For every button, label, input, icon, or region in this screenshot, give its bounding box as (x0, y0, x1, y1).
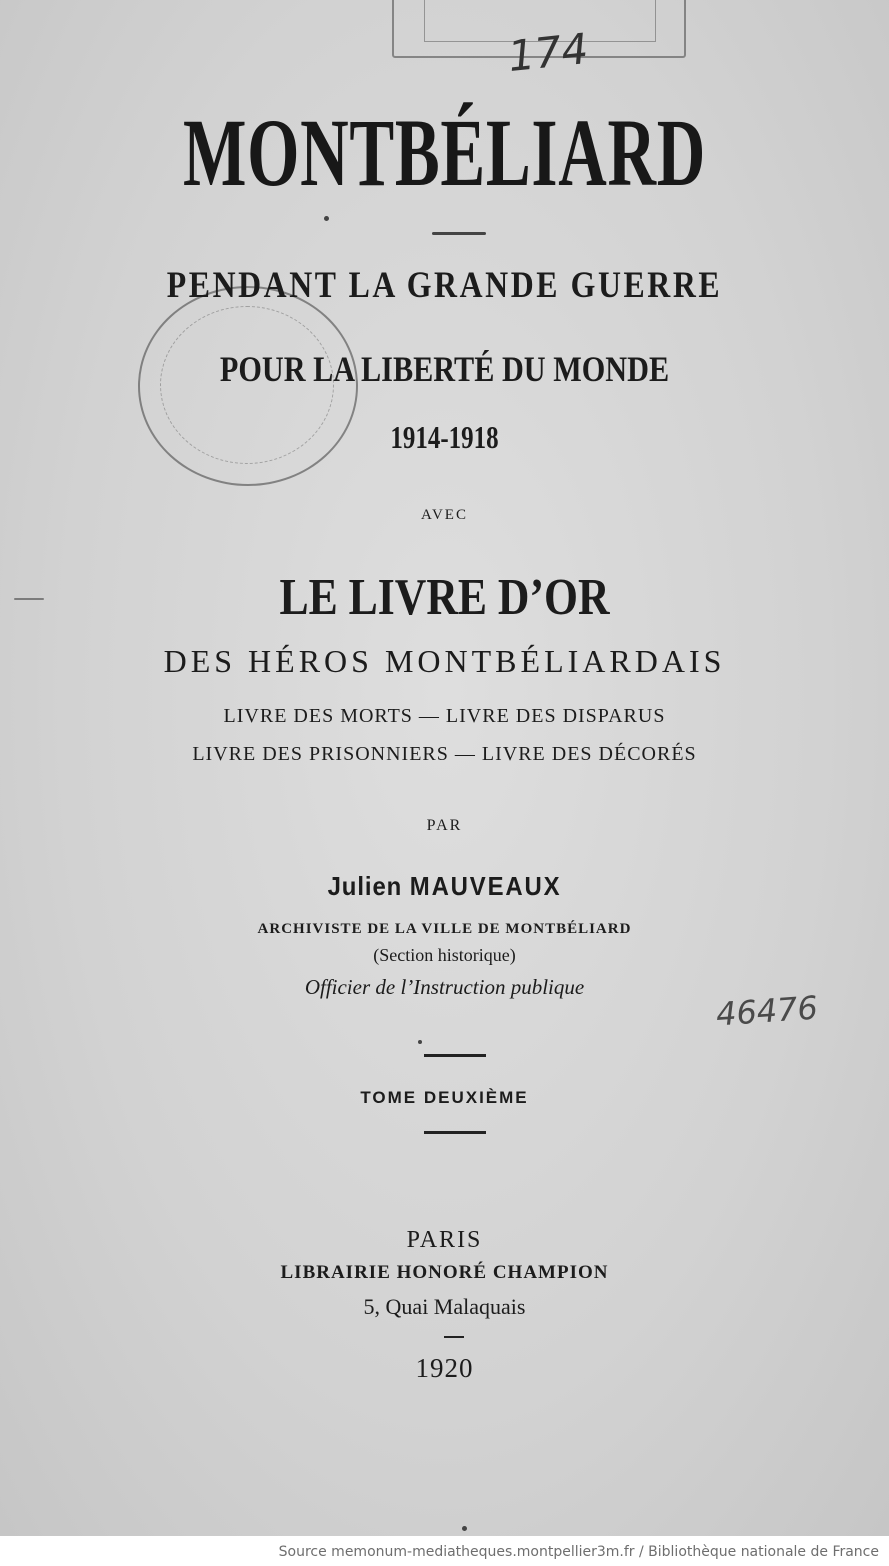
publication-city: PARIS (406, 1227, 483, 1253)
publication-year: 1920 (415, 1353, 474, 1383)
par-label: PAR (426, 817, 463, 834)
avec-label: AVEC (421, 507, 468, 523)
ink-speck (418, 1040, 422, 1044)
livre-dor-title: LE LIVRE D’OR (279, 569, 610, 626)
sections-line-2: LIVRE DES PRISONNIERS — LIVRE DES DÉCORÉS (192, 743, 697, 765)
ink-speck (14, 598, 44, 600)
book-title-main: MONTBÉLIARD (183, 99, 706, 206)
divider-rule-top (424, 1054, 486, 1057)
author-role: ARCHIVISTE DE LA VILLE DE MONTBÉLIARD (257, 921, 632, 937)
sections-line-1: LIVRE DES MORTS — LIVRE DES DISPARUS (223, 705, 666, 727)
author-surname: MAUVEAUX (409, 871, 562, 901)
ink-speck (432, 232, 486, 235)
war-years: 1914-1918 (390, 419, 499, 455)
volume-label: TOME DEUXIÈME (360, 1088, 529, 1107)
author-section: (Section historique) (373, 945, 516, 965)
author-first-name: Julien (327, 871, 403, 901)
ink-speck (324, 216, 329, 221)
publisher-name: LIBRAIRIE HONORÉ CHAMPION (280, 1262, 609, 1283)
handwritten-inventory-number: 46476 (714, 988, 819, 1034)
source-attribution: Source memonum-mediatheques.montpellier3m.fr / Bibliothèque nationale de France (278, 1544, 879, 1560)
author-honor: Officier de l’Instruction publique (304, 975, 585, 999)
subtitle-line-2: POUR LA LIBERTÉ DU MONDE (219, 349, 670, 389)
divider-rule-small (444, 1336, 464, 1338)
source-footer (0, 1536, 889, 1566)
publisher-address: 5, Quai Malaquais (363, 1294, 526, 1319)
livre-dor-subtitle: DES HÉROS MONTBÉLIARDAIS (163, 643, 726, 679)
divider-rule-bottom (424, 1131, 486, 1134)
author-name (36, 870, 854, 902)
handwritten-shelf-number: 174 (505, 23, 591, 82)
subtitle-line-1: PENDANT LA GRANDE GUERRE (166, 265, 723, 306)
ink-speck (462, 1526, 467, 1531)
